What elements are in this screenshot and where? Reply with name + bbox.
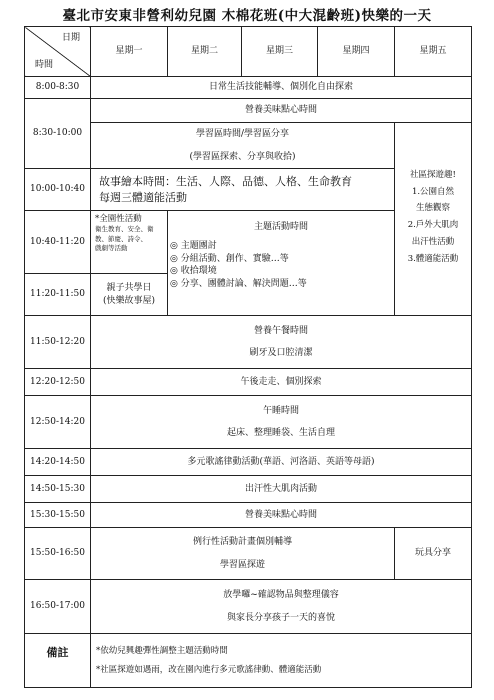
dismissal-line2: 與家長分享孩子一天的喜悅 bbox=[226, 612, 335, 623]
activity-cell: 多元歌謠律動活動(華語、河洛語、英語等母語) bbox=[91, 449, 472, 476]
day-header-tue: 星期二 bbox=[168, 27, 242, 77]
community-item-2b: 出汗性活動 bbox=[411, 236, 455, 247]
header-row bbox=[25, 27, 472, 77]
activity-cell: 日常生活技能輔導、個別化自由探索 bbox=[91, 77, 472, 99]
activity-cell: 營養美味點心時間 bbox=[91, 99, 472, 123]
notes-label: 備註 bbox=[25, 634, 91, 688]
schedule-table bbox=[24, 26, 472, 688]
row-1450 bbox=[25, 476, 472, 503]
time-cell: 8:00-8:30 bbox=[25, 77, 91, 99]
day-header-wed: 星期三 bbox=[242, 27, 318, 77]
theme-activity-cell bbox=[168, 211, 395, 316]
theme-item: ◎ 主題團討 bbox=[170, 241, 217, 252]
community-exploration-cell bbox=[395, 123, 472, 316]
story-time-line2: 每週三體適能活動 bbox=[99, 190, 187, 204]
day-header-thu: 星期四 bbox=[318, 27, 395, 77]
nap-line1: 午睡時間 bbox=[262, 405, 299, 416]
theme-title: 主題活動時間 bbox=[253, 222, 308, 232]
activity-cell: 出汗性大肌肉活動 bbox=[91, 476, 472, 503]
parent-child-subtitle: (快樂故事屋) bbox=[102, 295, 156, 306]
row-0830-learning bbox=[25, 123, 472, 169]
row-1530 bbox=[25, 503, 472, 528]
row-1420 bbox=[25, 449, 472, 476]
day-header-mon: 星期一 bbox=[91, 27, 168, 77]
time-cell: 11:50-12:20 bbox=[25, 316, 91, 369]
lunch-cell bbox=[91, 316, 472, 369]
learning-area-cell bbox=[91, 123, 395, 169]
time-cell: 12:50-14:20 bbox=[25, 396, 91, 449]
notes-row bbox=[25, 634, 472, 688]
community-item-1b: 生態觀察 bbox=[415, 203, 450, 214]
row-1250 bbox=[25, 396, 472, 449]
routine-line1: 例行性活動計畫個別輔導 bbox=[192, 537, 292, 548]
lunch-line1: 營養午餐時間 bbox=[253, 325, 308, 336]
time-cell: 14:50-15:30 bbox=[25, 476, 91, 503]
parent-child-title: 親子共學日 bbox=[106, 283, 152, 294]
corner-cell bbox=[25, 27, 91, 77]
time-cell: 11:20-11:50 bbox=[25, 274, 91, 316]
theme-item: ◎ 收拾環境 bbox=[170, 266, 217, 277]
row-0830-snack bbox=[25, 99, 472, 123]
time-cell: 8:30-10:00 bbox=[25, 99, 91, 169]
time-cell: 10:40-11:20 bbox=[25, 211, 91, 274]
corner-time-label: 時間 bbox=[35, 59, 54, 70]
row-1550 bbox=[25, 528, 472, 580]
dismissal-line1: 放學囉~確認物品與整理儀容 bbox=[223, 590, 339, 601]
day-header-fri: 星期五 bbox=[395, 27, 472, 77]
story-time-line1: 故事繪本時間：生活、人際、品德、人格、生命教育 bbox=[99, 174, 352, 188]
row-0800 bbox=[25, 77, 472, 99]
all-school-line1: 衛生教育、安全、衛 bbox=[95, 225, 154, 234]
friday-toy-share-cell: 玩具分享 bbox=[395, 528, 472, 580]
page-title: 臺北市安東非營利幼兒園 木棉花班(中大混齡班)快樂的一天 bbox=[62, 8, 432, 24]
all-school-line3: 戲劇等活動 bbox=[95, 244, 128, 253]
learning-area-subtitle: (學習區探索、分享與收拾) bbox=[189, 151, 296, 162]
lunch-line2: 刷牙及口腔清潔 bbox=[249, 348, 313, 358]
note-line-1: *依幼兒興趣彈性調整主題活動時間 bbox=[96, 645, 228, 656]
activity-cell: 午後走走、個別探索 bbox=[91, 369, 472, 396]
theme-item: ◎ 分組活動、創作、實驗…等 bbox=[170, 253, 289, 264]
community-item-2: 2.戶外大肌肉 bbox=[407, 220, 459, 230]
story-time-cell bbox=[91, 169, 395, 211]
activity-cell: 營養美味點心時間 bbox=[91, 503, 472, 528]
row-1220 bbox=[25, 369, 472, 396]
notes-cell bbox=[91, 634, 472, 688]
parent-child-day-cell bbox=[91, 274, 168, 316]
routine-cell bbox=[91, 528, 395, 580]
nap-cell bbox=[91, 396, 472, 449]
dismissal-cell bbox=[91, 580, 472, 634]
time-cell: 14:20-14:50 bbox=[25, 449, 91, 476]
community-title: 社區探遊趣! bbox=[410, 169, 456, 180]
time-cell: 10:00-10:40 bbox=[25, 169, 91, 211]
row-1150 bbox=[25, 316, 472, 369]
time-cell: 15:50-16:50 bbox=[25, 528, 91, 580]
all-school-activity-cell bbox=[91, 211, 168, 274]
routine-line2: 學習區探遊 bbox=[219, 559, 265, 570]
learning-area-title: 學習區時間/學習區分享 bbox=[195, 129, 290, 140]
corner-day-label: 日期 bbox=[61, 33, 80, 43]
theme-item: ◎ 分享、團體討論、解決問題…等 bbox=[170, 278, 307, 289]
community-item-3: 3.體適能活動 bbox=[407, 253, 459, 264]
all-school-line2: 教、節慶、詩令、 bbox=[95, 234, 147, 243]
nap-line2: 起床、整理睡袋、生活自理 bbox=[226, 428, 335, 438]
theme-list bbox=[168, 240, 394, 290]
note-line-2: *社區探遊如遇雨，改在園內進行多元歌謠律動、體適能活動 bbox=[96, 664, 322, 675]
time-cell: 15:30-15:50 bbox=[25, 503, 91, 528]
community-item-1: 1.公園自然 bbox=[411, 186, 455, 197]
row-1650 bbox=[25, 580, 472, 634]
all-school-title: *全園性活動 bbox=[95, 214, 142, 224]
time-cell: 12:20-12:50 bbox=[25, 369, 91, 396]
time-cell: 16:50-17:00 bbox=[25, 580, 91, 634]
